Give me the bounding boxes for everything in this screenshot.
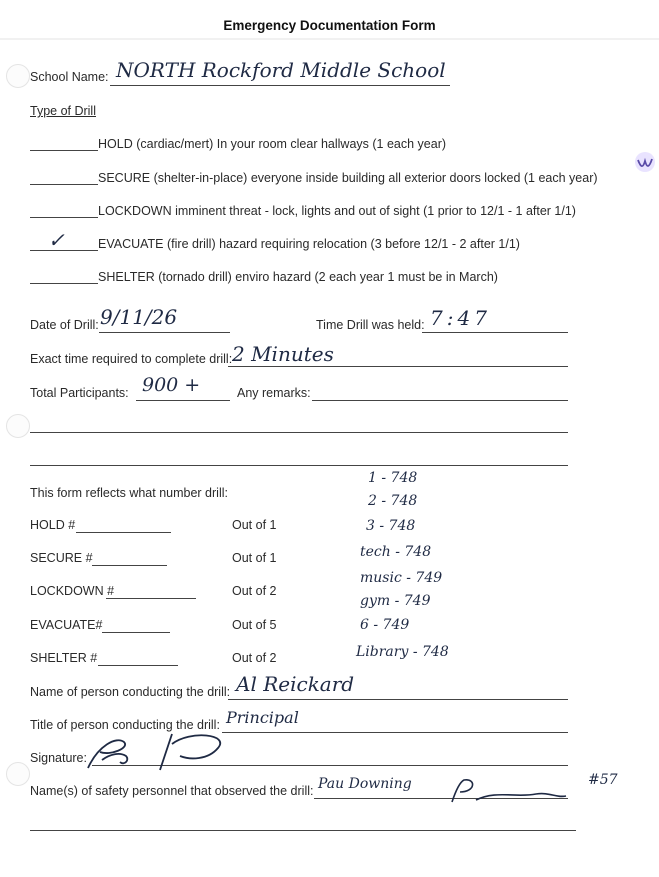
school-name-label: School Name: [30,70,109,84]
type-of-drill-heading: Type of Drill [30,104,96,118]
lockdown-count-line [106,598,196,599]
time-held-value[interactable]: 7:47 [430,306,491,330]
safety-badge: #57 [588,772,618,788]
safety-signature-scribble [446,774,576,806]
date-line [99,332,230,333]
shelter-count-line [98,665,178,666]
remarks-label: Any remarks: [237,386,311,400]
drill-check-line [30,217,98,218]
handwritten-note: 6 - 749 [360,617,410,633]
lockdown-count-label: LOCKDOWN # [30,584,115,598]
handwritten-note: gym - 749 [360,593,431,609]
scribble-mark [634,150,656,174]
handwritten-note: Library - 748 [356,644,449,660]
handwritten-note: music - 749 [360,570,443,586]
signature-scribble [80,726,240,776]
date-value[interactable]: 9/11/26 [100,305,178,329]
secure-out-of: Out of 1 [232,551,277,565]
secure-count-line [92,565,167,566]
drill-option-lockdown: LOCKDOWN imminent threat - lock, lights and out of sight (1 prior to 12/1 - 1 after 1/1) [98,204,576,218]
participants-line [136,400,230,401]
date-label: Date of Drill: [30,318,99,332]
conductor-title-line [222,732,568,733]
exact-time-line [228,366,568,367]
signature-label: Signature: [30,751,87,765]
safety-line [30,830,576,831]
school-name-line [110,85,450,86]
hold-count-line [76,532,171,533]
participants-label: Total Participants: [30,386,129,400]
lockdown-out-of: Out of 2 [232,584,277,598]
punch-hole [6,414,30,438]
handwritten-note: 2 - 748 [368,493,418,509]
time-held-label: Time Drill was held: [316,318,425,332]
remarks-line [30,432,568,433]
handwritten-note: tech - 748 [360,544,432,560]
conductor-line [228,699,568,700]
hold-count-label: HOLD # [30,518,76,532]
safety-value[interactable]: Pau Downing [318,776,412,792]
drill-option-secure: SECURE (shelter-in-place) everyone inside building all exterior doors locked (1 each year) [98,171,598,185]
shelter-out-of: Out of 2 [232,651,277,665]
remarks-line [312,400,568,401]
form-title: Emergency Documentation Form [223,18,436,33]
drill-check-line [30,150,98,151]
conductor-value[interactable]: Al Reickard [236,672,355,696]
safety-label: Name(s) of safety personnel that observed the drill: [30,784,314,798]
punch-hole [6,762,30,786]
exact-time-label: Exact time required to complete drill: [30,352,233,366]
handwritten-note: 3 - 748 [366,518,416,534]
shelter-count-label: SHELTER # [30,651,98,665]
secure-count-label: SECURE # [30,551,93,565]
drill-check-line [30,283,98,284]
evacuate-check-mark[interactable]: ✓ [48,228,65,252]
participants-value[interactable]: 900 + [142,374,201,396]
conductor-title-label: Title of person conducting the drill: [30,718,220,732]
time-held-line [422,332,568,333]
punch-hole [6,64,30,88]
scan-band [0,38,659,40]
exact-time-value[interactable]: 2 Minutes [232,342,334,366]
school-name-value[interactable]: NORTH Rockford Middle School [116,58,446,82]
drill-option-hold: HOLD (cardiac/mert) In your room clear hallways (1 each year) [98,137,447,151]
number-drill-label: This form reflects what number drill: [30,486,228,500]
drill-check-line [30,184,98,185]
conductor-label: Name of person conducting the drill: [30,685,231,699]
conductor-title-value[interactable]: Principal [226,708,299,727]
handwritten-note: 1 - 748 [368,470,418,486]
evacuate-count-line [102,632,170,633]
evacuate-count-label: EVACUATE# [30,618,103,632]
evacuate-out-of: Out of 5 [232,618,277,632]
drill-option-evacuate: EVACUATE (fire drill) hazard requiring relocation (3 before 12/1 - 2 after 1/1) [98,237,520,251]
remarks-line [30,465,568,466]
hold-out-of: Out of 1 [232,518,277,532]
drill-option-shelter: SHELTER (tornado drill) enviro hazard (2 each year 1 must be in March) [98,270,498,284]
